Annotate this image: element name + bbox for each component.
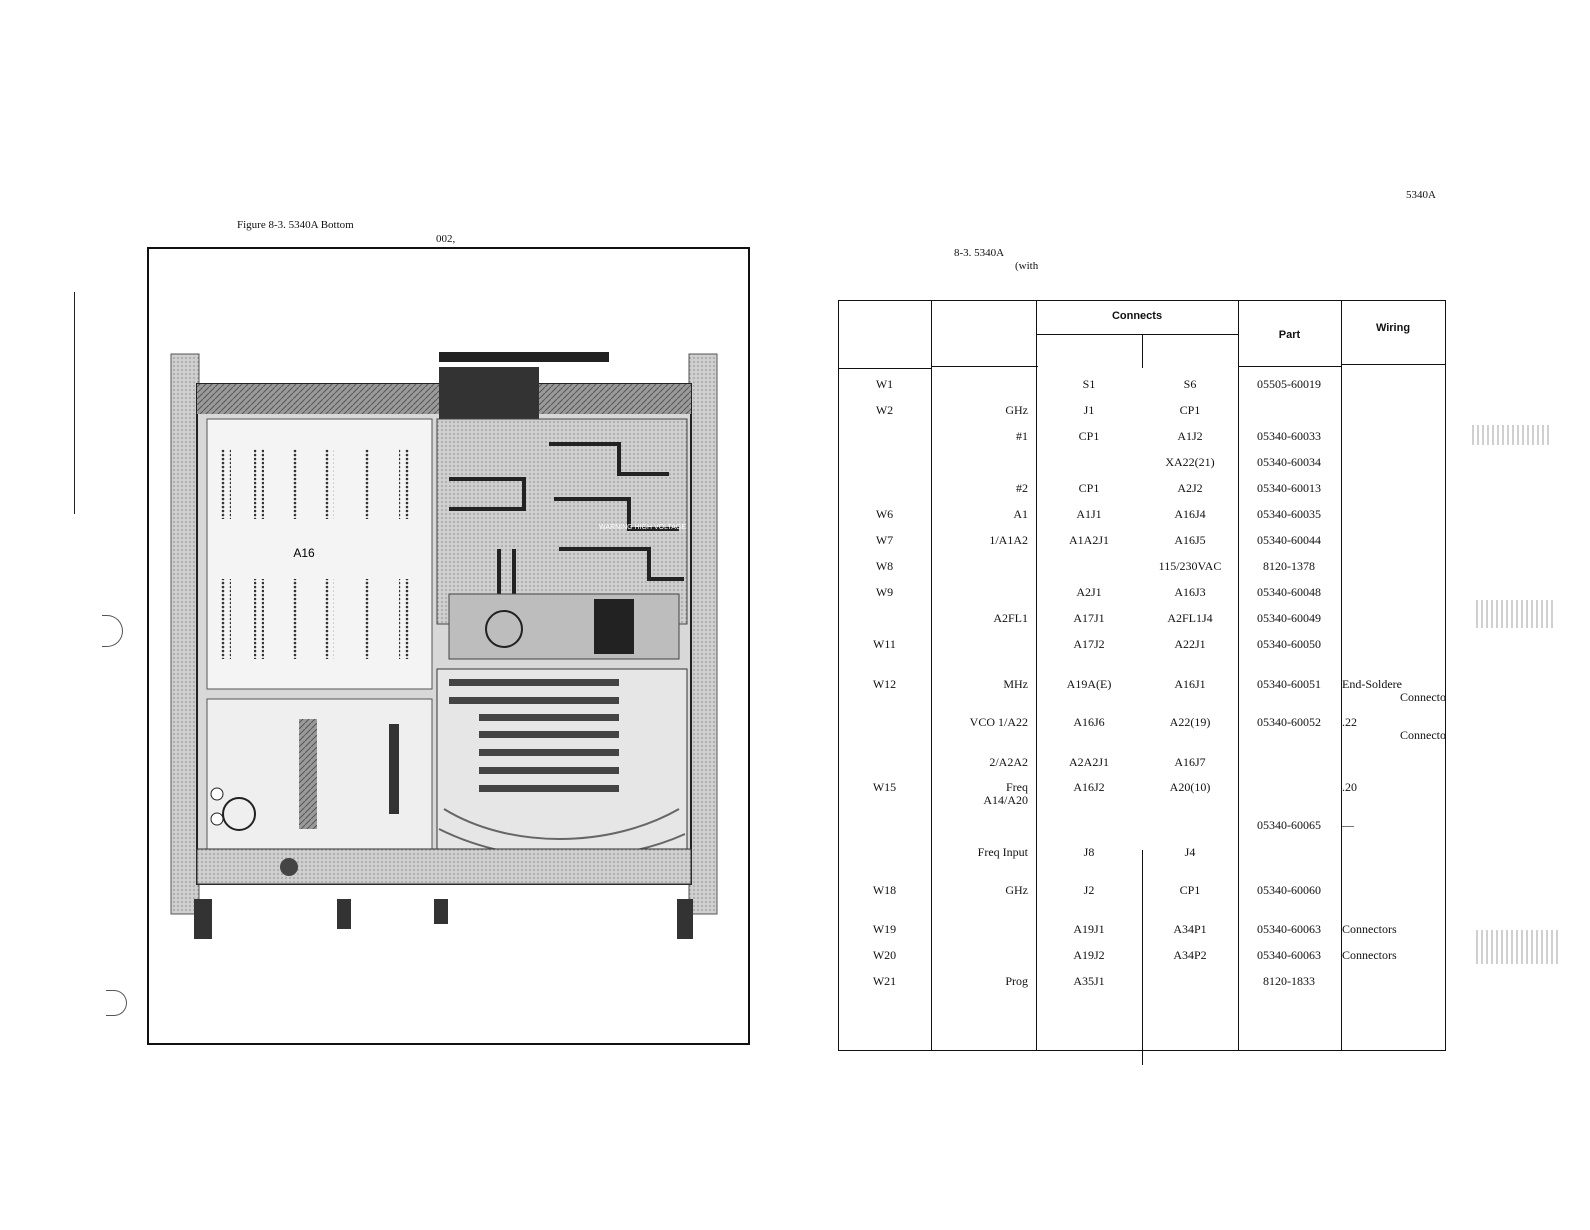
row-part-number: 05340-60050	[1257, 637, 1321, 651]
model-number: 5340A	[1406, 189, 1436, 201]
wire-ref: W11	[873, 637, 896, 651]
row-description: Freq	[1006, 780, 1028, 794]
row-description: A1	[1013, 507, 1028, 521]
row-from: A19J2	[1073, 948, 1105, 962]
wire-ref: W7	[875, 533, 894, 547]
row-to: A34P1	[1173, 922, 1207, 936]
wire-ref: W6	[875, 507, 894, 521]
bottom-view-photo	[147, 247, 750, 1045]
figure-subcaption: 002,	[436, 233, 456, 245]
row-wiring-line2: Connecto	[1400, 690, 1446, 704]
row-wiring: Connectors	[1342, 948, 1397, 962]
row-from: CP1	[1078, 429, 1100, 443]
row-description: Prog	[1005, 974, 1028, 988]
row-from: J1	[1083, 403, 1095, 417]
row-from: A2J1	[1076, 585, 1102, 599]
row-from: A16J6	[1073, 715, 1105, 729]
row-from: A35J1	[1073, 974, 1105, 988]
row-part-number: 05340-60063	[1257, 948, 1321, 962]
cable-table	[838, 300, 1446, 1051]
row-to: A16J5	[1174, 533, 1206, 547]
photo-board-label: A16	[293, 546, 315, 560]
row-wiring: End-Soldere	[1342, 677, 1402, 691]
row-wiring: —	[1342, 818, 1354, 832]
row-from: A1J1	[1076, 507, 1102, 521]
header-part: Part	[1278, 329, 1301, 341]
table-caption: 8-3. 5340A	[954, 247, 1005, 259]
row-from: J2	[1083, 883, 1095, 897]
row-to: A16J7	[1174, 755, 1206, 769]
row-part-number: 05340-60051	[1257, 677, 1321, 691]
row-part-number: 05340-60049	[1257, 611, 1321, 625]
row-part-number: 05340-60063	[1257, 922, 1321, 936]
wire-ref: W21	[872, 974, 897, 988]
wire-ref: W15	[872, 780, 897, 794]
wire-ref: W12	[872, 677, 897, 691]
row-from: A19A(E)	[1066, 677, 1112, 691]
row-to: A22(19)	[1169, 715, 1211, 729]
wire-ref: W8	[875, 559, 894, 573]
row-from: A17J2	[1073, 637, 1105, 651]
row-to: J4	[1184, 845, 1196, 859]
row-description: MHz	[1003, 677, 1028, 691]
row-to: 115/230VAC	[1158, 559, 1222, 573]
table-subcaption: (with	[1015, 260, 1039, 272]
row-part-number: 05340-60034	[1257, 455, 1321, 469]
row-to: A2FL1J4	[1167, 611, 1213, 625]
wire-ref: W2	[875, 403, 894, 417]
row-wiring-line2: Connecto	[1400, 728, 1446, 742]
header-connects: Connects	[1111, 310, 1163, 322]
row-to: A16J1	[1174, 677, 1206, 691]
row-from: S1	[1082, 377, 1096, 391]
scan-artifact	[1476, 930, 1560, 964]
row-part-number: 05340-60044	[1257, 533, 1321, 547]
row-from: A17J1	[1073, 611, 1105, 625]
row-to: A16J3	[1174, 585, 1206, 599]
row-part-number: 05340-60048	[1257, 585, 1321, 599]
row-description: A2FL1	[993, 611, 1028, 625]
row-to: S6	[1183, 377, 1197, 391]
row-description: GHz	[1005, 883, 1028, 897]
wire-ref: W1	[875, 377, 894, 391]
row-to: A34P2	[1173, 948, 1207, 962]
row-wiring: .22	[1342, 715, 1357, 729]
row-to: A1J2	[1177, 429, 1203, 443]
row-description: Freq Input	[977, 845, 1028, 859]
row-from: J8	[1083, 845, 1095, 859]
row-description: 1/A1A2	[989, 533, 1028, 547]
row-to: CP1	[1179, 403, 1201, 417]
row-to: CP1	[1179, 883, 1201, 897]
row-from: A1A2J1	[1068, 533, 1109, 547]
row-description: 2/A2A2	[989, 755, 1028, 769]
row-part-number: 05340-60033	[1257, 429, 1321, 443]
row-from: A19J1	[1073, 922, 1105, 936]
row-from: CP1	[1078, 481, 1100, 495]
row-part-number: 05340-60060	[1257, 883, 1321, 897]
wire-ref: W19	[872, 922, 897, 936]
row-description: VCO 1/A22	[969, 715, 1028, 729]
row-from: A2A2J1	[1068, 755, 1109, 769]
header-wiring: Wiring	[1375, 322, 1411, 334]
row-wiring: Connectors	[1342, 922, 1397, 936]
row-part-number: 8120-1833	[1263, 974, 1315, 988]
row-to: A2J2	[1177, 481, 1203, 495]
row-part-number: 05340-60052	[1257, 715, 1321, 729]
row-part-number: 05340-60065	[1257, 818, 1321, 832]
photo-warning-label: WARNING HIGH VOLTAGE	[599, 524, 686, 531]
instrument-bottom-drawing	[149, 249, 748, 1043]
figure-caption: Figure 8-3. 5340A Bottom	[237, 219, 354, 231]
row-description: #1	[1016, 429, 1028, 443]
margin-rule	[74, 292, 75, 514]
binder-hole	[106, 990, 127, 1016]
row-to: A20(10)	[1169, 780, 1211, 794]
row-part-number: 05340-60035	[1257, 507, 1321, 521]
row-part-number: 8120-1378	[1263, 559, 1315, 573]
row-description: #2	[1016, 481, 1028, 495]
row-description-line2: A14/A20	[983, 793, 1028, 807]
row-to: A16J4	[1174, 507, 1206, 521]
wire-ref: W9	[875, 585, 894, 599]
binder-hole	[102, 615, 123, 647]
row-to: A22J1	[1174, 637, 1206, 651]
row-part-number: 05505-60019	[1257, 377, 1321, 391]
row-to: XA22(21)	[1165, 455, 1215, 469]
scan-artifact	[1472, 425, 1552, 445]
row-wiring: .20	[1342, 780, 1357, 794]
row-from: A16J2	[1073, 780, 1105, 794]
row-description: GHz	[1005, 403, 1028, 417]
row-part-number: 05340-60013	[1257, 481, 1321, 495]
scan-artifact	[1476, 600, 1556, 628]
wire-ref: W20	[872, 948, 897, 962]
wire-ref: W18	[872, 883, 897, 897]
